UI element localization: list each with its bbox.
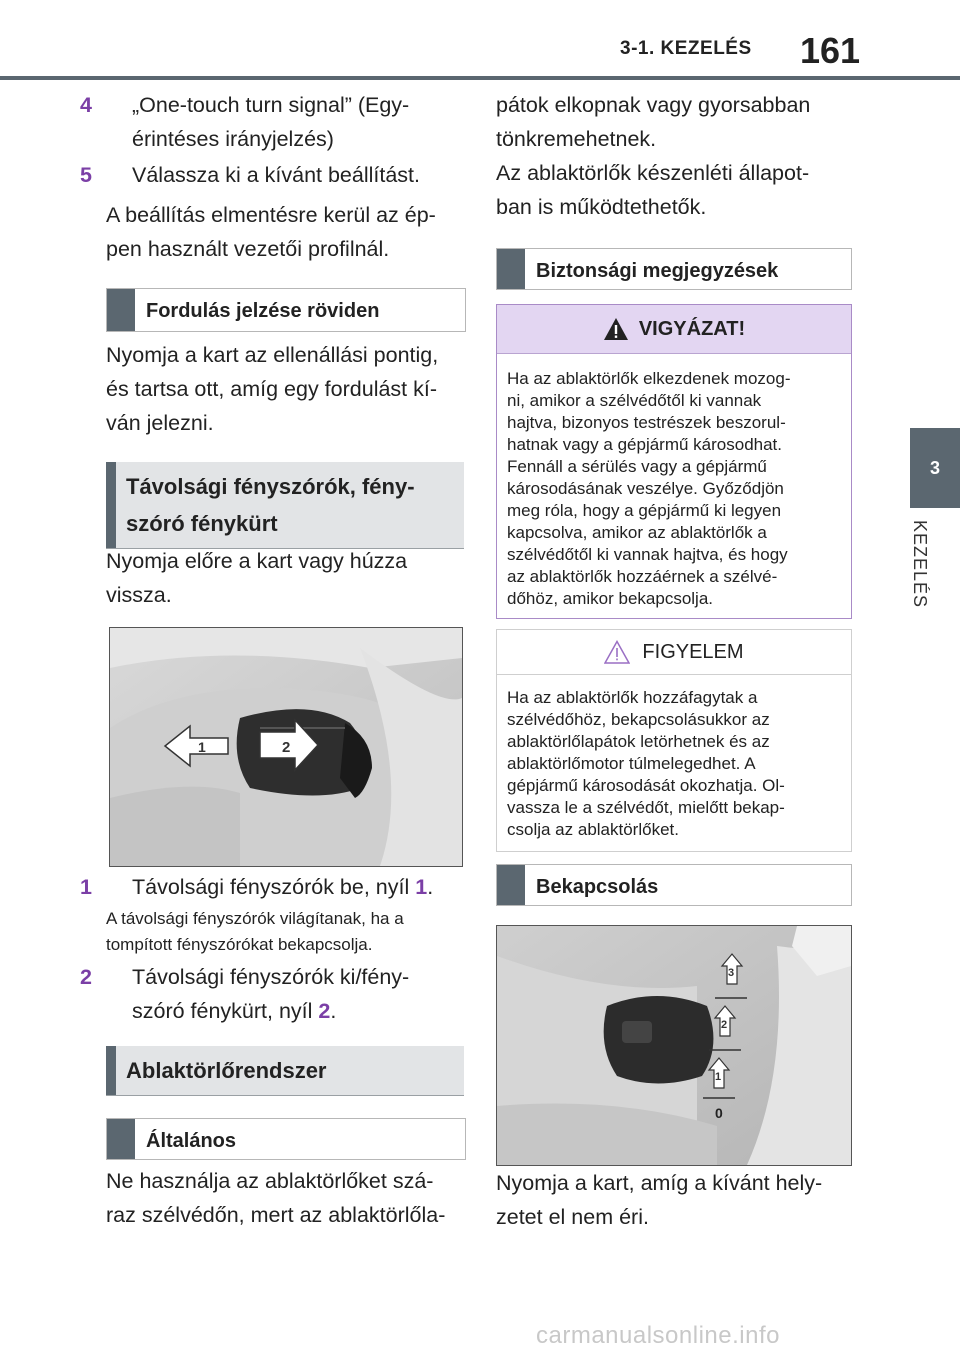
text-line: az ablaktörlők hozzáérnek a szélvé- [507,567,778,586]
svg-text:0: 0 [715,1105,723,1121]
paragraph-turn-signal: Nyomja a kart az ellenállási pontig, és tartsa ott, amíg egy fordulást kí- ván jelezni. [106,343,439,435]
heading-high-beam: Távolsági fényszórók, fény- szóró fénykürt [106,462,464,549]
text-line: gépjármű károsodását okozhatja. Ol- [507,776,785,795]
text-line: Fennáll a sérülés vagy a gépjármű [507,457,767,476]
svg-text:2: 2 [721,1019,728,1031]
svg-text:1: 1 [715,1071,722,1083]
paragraph-high-beam: Nyomja előre a kart vagy húzza vissza. [106,549,408,607]
text-line: szélvédőhöz, bekapcsolásukkor az [507,710,770,729]
text-line: dőhöz, amikor bekapcsolja. [507,589,714,608]
watermark: carmanualsonline.info [536,1322,780,1349]
heading-switch-on: Bekapcsolás [496,864,852,906]
text-line: károsodásának veszélye. Győződjön [507,479,784,498]
notice-triangle-icon [604,640,630,664]
svg-text:2: 2 [282,739,291,756]
note-step1: A távolsági fényszórók világítanak, ha a tompított fényszórókat bekapcsolja. [106,909,404,954]
warning-triangle-icon [603,317,629,341]
heading-wiper-system: Ablaktörlőrendszer [106,1046,464,1096]
heading-safety: Biztonsági megjegyzések [496,248,852,290]
text-line: Ha az ablaktörlők hozzáfagytak a [507,688,758,707]
heading-turn-signal: Fordulás jelzése röviden [106,288,466,332]
list-item-step2: 2 Távolsági fényszórók ki/fény- szóró fénykürt, nyíl 2. [80,965,410,1023]
heading-general: Általános [106,1118,466,1160]
text-line: vassza le a szélvédőt, mielőtt bekap- [507,798,785,817]
text-line: ni, amikor a szélvédőtől ki vannak [507,391,762,410]
text-line: szélvédőtől ki vannak hajtva, és hogy [507,545,788,564]
text-line: kapcsolva, amikor az ablaktörlők a [507,523,767,542]
warning-text [497,354,851,618]
paragraph-switch-on: Nyomja a kart, amíg a kívánt hely- zetet el nem éri. [496,1171,823,1229]
text-line: hajtva, bizonyos testrészek beszorul- [507,413,786,432]
text-line: Ha az ablaktörlők elkezdenek mozog- [507,369,791,388]
chapter-tab-label: KEZELÉS [910,520,930,609]
warning-box: VIGYÁZAT! Ha az ablaktörlők elkezdenek mozog- ni, amikor a szélvédőtől ki vannak hajtva, bizonyos testrészek beszorul- hatnak vagy a gépjármű károsodhat. Fennáll a sérülés vagy a gépjármű károsodásának veszélye. Győződjön meg róla, hogy a gépjármű ki legyen kapcsolva, amikor az ablaktörlők a szélvédőtől ki vannak hajtva, és hogy az ablaktörlők hozzáérnek a szélvé- dőhöz, amikor bekapcsolja. [496,304,852,619]
figure-turn-signal-lever [109,627,463,867]
list-item-step1: 1 Távolsági fényszórók be, nyíl 1. [80,875,434,899]
notice-text [497,675,851,851]
figure-wiper-lever [496,925,852,1166]
section-title: 3-1. KEZELÉS [620,38,752,59]
chapter-tab[interactable]: 3 [910,428,960,508]
text-line: meg róla, hogy a gépjármű ki legyen [507,501,782,520]
lever-illustration [110,628,462,866]
text-line: ablaktörlőmotor túlmelegedhet. A [507,754,756,773]
list-item-5: 5 Válassza ki a kívánt beállítást. [80,163,421,187]
paragraph-standby: Az ablaktörlők készenléti állapot- ban is működtethetők. [496,161,810,219]
paragraph-general: Ne használja az ablaktörlőket szá- raz szélvédőn, mert az ablaktörlőla- [106,1169,446,1227]
svg-text:1: 1 [198,739,206,755]
svg-text:3: 3 [728,967,735,979]
list-item-4: 4 „One-touch turn signal” (Egy- érintéses irányjelzés) [80,93,410,151]
notice-box: FIGYELEM Ha az ablaktörlők hozzáfagytak a szélvédőhöz, bekapcsolásukkor az ablaktörlőlapátok letörhetnek és az ablaktörlőmotor túlmelegedhet. A gépjármű károsodását okozhatja. Ol- vassza le a szélvédőt, mielőtt bekap- csolja az ablaktörlőket. [496,629,852,852]
text-line: ablaktörlőlapátok letörhetnek és az [507,732,770,751]
paragraph-continued: pátok elkopnak vagy gyorsabban tönkremehetnek. [496,93,811,151]
page-number: 161 [800,30,861,71]
paragraph-profile: A beállítás elmentésre kerül az ép- pen használt vezetői profilnál. [106,203,436,261]
text-line: csolja az ablaktörlőket. [507,820,679,839]
wiper-lever-illustration [497,926,851,1165]
text-line: hatnak vagy a gépjármű károsodhat. [507,435,783,454]
header-rule [0,76,960,80]
